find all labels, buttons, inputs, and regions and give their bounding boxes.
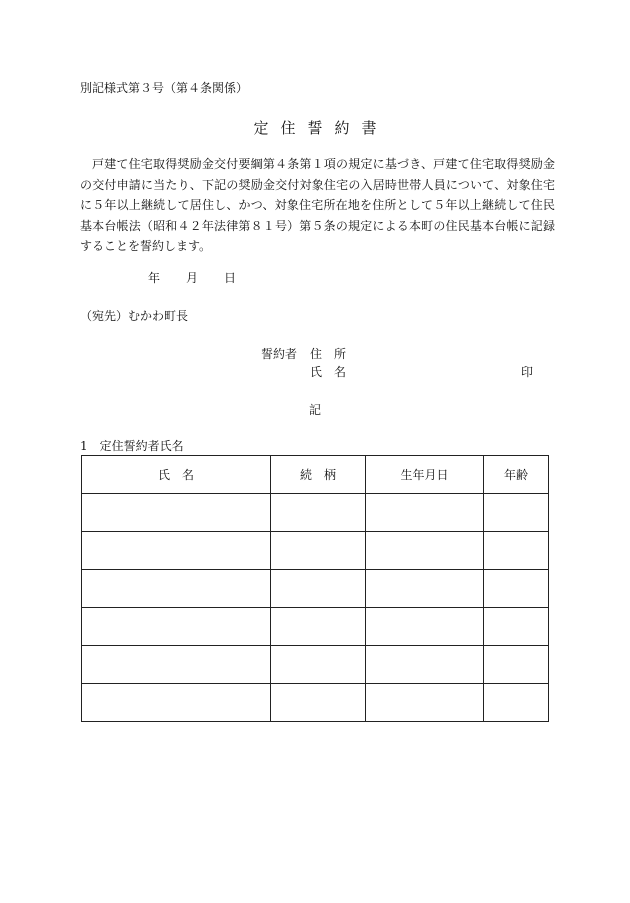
cell-age[interactable] — [484, 684, 549, 722]
cell-age[interactable] — [484, 570, 549, 608]
cell-relationship[interactable] — [271, 494, 366, 532]
pledger-address-label: 住 所 — [310, 347, 347, 361]
table-row — [82, 608, 549, 646]
header-name: 氏 名 — [82, 456, 271, 494]
table-row — [82, 494, 549, 532]
header-birthdate: 生年月日 — [366, 456, 484, 494]
header-relationship: 続 柄 — [271, 456, 366, 494]
cell-relationship[interactable] — [271, 646, 366, 684]
table-row — [82, 570, 549, 608]
cell-relationship[interactable] — [271, 570, 366, 608]
cell-name[interactable] — [82, 684, 271, 722]
cell-birthdate[interactable] — [366, 646, 484, 684]
cell-relationship[interactable] — [271, 608, 366, 646]
cell-birthdate[interactable] — [366, 570, 484, 608]
table-row — [82, 684, 549, 722]
cell-birthdate[interactable] — [366, 684, 484, 722]
cell-age[interactable] — [484, 494, 549, 532]
header-age: 年齢 — [484, 456, 549, 494]
seal-mark: 印 — [521, 365, 534, 379]
ki-heading: 記 — [308, 403, 321, 417]
cell-birthdate[interactable] — [366, 494, 484, 532]
date-line — [148, 270, 236, 286]
section-1-heading — [80, 438, 184, 454]
cell-age[interactable] — [484, 608, 549, 646]
table-header-row — [82, 456, 549, 494]
cell-name[interactable] — [82, 532, 271, 570]
date-year-label: 年 — [148, 271, 161, 285]
pledger-name-label: 氏 名 — [310, 365, 347, 379]
pledger-label: 誓約者 — [261, 347, 298, 361]
date-month-label: 月 — [186, 271, 199, 285]
table-row — [82, 532, 549, 570]
pledge-statement: 戸建て住宅取得奨励金交付要綱第４条第１項の規定に基づき、戸建て住宅取得奨励金の交付申請に当たり、下記の奨励金交付対象住宅の入居時世帯人員について、対象住宅に５年以上継続して居住し、かつ、対象住宅所在地を住所として５年以上継続して住民基本台帳法（昭和４２年法律第８１号）第５条の規定による本町の住民基本台帳に記録することを誓約します。 — [80, 157, 555, 253]
cell-name[interactable] — [82, 570, 271, 608]
table-row — [82, 646, 549, 684]
addressee: （宛先）むかわ町長 — [80, 309, 189, 323]
cell-name[interactable] — [82, 494, 271, 532]
pledger-table — [81, 455, 549, 722]
cell-name[interactable] — [82, 608, 271, 646]
cell-age[interactable] — [484, 532, 549, 570]
section-1-number: 1 — [80, 439, 88, 453]
cell-name[interactable] — [82, 646, 271, 684]
section-1-title: 定住誓約者氏名 — [99, 439, 184, 453]
cell-age[interactable] — [484, 646, 549, 684]
form-number: 別記様式第３号（第４条関係） — [80, 81, 249, 95]
cell-birthdate[interactable] — [366, 532, 484, 570]
date-day-label: 日 — [224, 271, 237, 285]
cell-relationship[interactable] — [271, 532, 366, 570]
cell-relationship[interactable] — [271, 684, 366, 722]
cell-birthdate[interactable] — [366, 608, 484, 646]
document-title: 定住誓約書 — [253, 119, 389, 137]
